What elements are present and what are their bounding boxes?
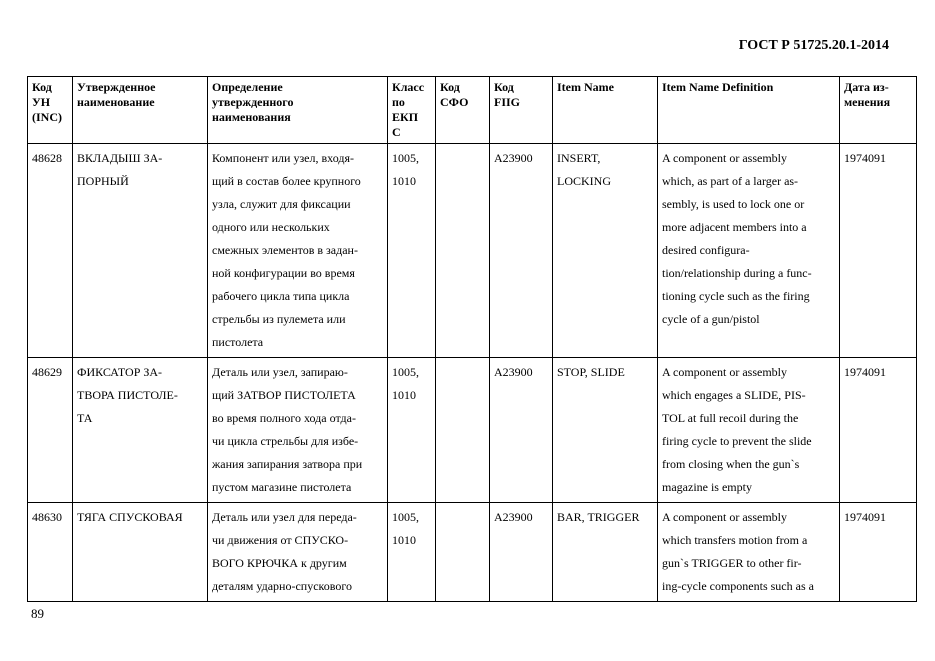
cell-class [388, 144, 436, 358]
cell-sfo [436, 503, 490, 602]
cell-text-line: по [392, 95, 405, 109]
cell-text-line: 1010 [392, 388, 416, 402]
cell-text-line: firing cycle to prevent the slide [662, 434, 812, 448]
cell-text-line: TOL at full recoil during the [662, 411, 799, 425]
header-fiig [490, 77, 553, 144]
cell-text-line: пустом магазине пистолета [212, 480, 352, 494]
cell-text-line: STOP, SLIDE [557, 365, 625, 379]
cell-text-line: щий в состав более крупного [212, 174, 361, 188]
cell-text-line: Дата из- [844, 80, 889, 94]
cell-text-line: desired configura- [662, 243, 750, 257]
cell-text-line: from closing when the gun`s [662, 457, 800, 471]
cell-text-line: пистолета [212, 335, 264, 349]
cell-text-line: gun`s TRIGGER to other fir- [662, 556, 802, 570]
header-change-date [840, 77, 917, 144]
cell-approved-name [73, 144, 208, 358]
cell-text-line: tioning cycle such as the firing [662, 289, 810, 303]
cell-class [388, 358, 436, 503]
cell-inc: 48629 [28, 358, 73, 503]
cell-text-line: деталям ударно-спускового [212, 579, 352, 593]
cell-text-line: С [392, 125, 401, 139]
header-item-name [553, 77, 658, 144]
cell-text-line: which transfers motion from a [662, 533, 808, 547]
table-row [28, 144, 917, 358]
cell-change-date: 1974091 [840, 503, 917, 602]
cell-text-line: A component or assembly [662, 151, 787, 165]
cell-text-line: во время полного хода отда- [212, 411, 356, 425]
header-item-name-definition [658, 77, 840, 144]
cell-fiig: A23900 [490, 144, 553, 358]
header-class [388, 77, 436, 144]
cell-text-line: ЕКП [392, 110, 419, 124]
cell-inc: 48628 [28, 144, 73, 358]
cell-text-line: Определение [212, 80, 283, 94]
cell-text-line: ТА [77, 411, 93, 425]
cell-text-line: LOCKING [557, 174, 611, 188]
cell-text-line: смежных элементов в задан- [212, 243, 358, 257]
cell-text-line: ВКЛАДЫШ ЗА- [77, 151, 163, 165]
cell-item-name [553, 358, 658, 503]
cell-text-line: A component or assembly [662, 365, 787, 379]
cell-text-line: FIIG [494, 95, 521, 109]
cell-text-line: ВОГО КРЮЧКА к другим [212, 556, 347, 570]
cell-text-line: чи цикла стрельбы для избе- [212, 434, 359, 448]
header-approved-name [73, 77, 208, 144]
cell-text-line: Компонент или узел, входя- [212, 151, 354, 165]
cell-text-line: 1010 [392, 533, 416, 547]
cell-text-line: Код [494, 80, 514, 94]
cell-text-line: 1005, [392, 510, 419, 524]
cell-text-line: sembly, is used to lock one or [662, 197, 805, 211]
cell-text-line: which, as part of a larger as- [662, 174, 799, 188]
cell-definition [208, 358, 388, 503]
cell-text-line: tion/relationship during a func- [662, 266, 812, 280]
cell-item-name-definition [658, 358, 840, 503]
cell-text-line: ПОРНЫЙ [77, 174, 129, 188]
cell-definition [208, 503, 388, 602]
cell-text-line: 1005, [392, 365, 419, 379]
cell-item-name-definition [658, 503, 840, 602]
page-number: 89 [31, 606, 44, 621]
cell-text-line: ing-cycle components such as a [662, 579, 814, 593]
cell-sfo [436, 358, 490, 503]
cell-text-line: (INC) [32, 110, 62, 124]
cell-text-line: ной конфигурации во время [212, 266, 355, 280]
cell-text-line: менения [844, 95, 891, 109]
cell-text-line: Деталь или узел, запираю- [212, 365, 348, 379]
cell-item-name [553, 503, 658, 602]
cell-sfo [436, 144, 490, 358]
cell-item-name-definition [658, 144, 840, 358]
cell-inc: 48630 [28, 503, 73, 602]
cell-text-line: A component or assembly [662, 510, 787, 524]
cell-text-line: which engages a SLIDE, PIS- [662, 388, 806, 402]
cell-text-line: ТВОРА ПИСТОЛЕ- [77, 388, 178, 402]
cell-change-date: 1974091 [840, 358, 917, 503]
cell-text-line: жания запирания затвора при [212, 457, 363, 471]
cell-definition [208, 144, 388, 358]
cell-text-line: наименования [212, 110, 291, 124]
cell-fiig: A23900 [490, 503, 553, 602]
cell-text-line: Деталь или узел для переда- [212, 510, 357, 524]
header-definition [208, 77, 388, 144]
cell-text-line: стрельбы из пулемета или [212, 312, 346, 326]
cell-fiig: A23900 [490, 358, 553, 503]
cell-text-line: BAR, TRIGGER [557, 510, 640, 524]
cell-text-line: Код [440, 80, 460, 94]
table-header-row [28, 77, 917, 144]
cell-text-line: СФО [440, 95, 469, 109]
cell-text-line: ТЯГА СПУСКОВАЯ [77, 510, 183, 524]
cell-text-line: 1010 [392, 174, 416, 188]
cell-text-line: ФИКСАТОР ЗА- [77, 365, 163, 379]
cell-class [388, 503, 436, 602]
cell-text-line: рабочего цикла типа цикла [212, 289, 350, 303]
cell-text-line: одного или нескольких [212, 220, 330, 234]
cell-text-line: more adjacent members into a [662, 220, 807, 234]
cell-text-line: щий ЗАТВОР ПИСТОЛЕТА [212, 388, 356, 402]
cell-text-line: Код [32, 80, 52, 94]
cell-text-line: magazine is empty [662, 480, 752, 494]
table-row [28, 503, 917, 602]
header-sfo [436, 77, 490, 144]
table-row [28, 358, 917, 503]
cell-text-line: Класс [392, 80, 425, 94]
cell-text-line: cycle of a gun/pistol [662, 312, 760, 326]
cell-text-line: INSERT, [557, 151, 601, 165]
cell-text-line: УН [32, 95, 51, 109]
cell-text-line: Утвержденное [77, 80, 156, 94]
cell-text-line: 1005, [392, 151, 419, 165]
cell-text-line: чи движения от СПУСКО- [212, 533, 349, 547]
cell-change-date: 1974091 [840, 144, 917, 358]
cell-text-line: Item Name [557, 80, 614, 94]
cell-text-line: узла, служит для фиксации [212, 197, 351, 211]
cell-text-line: наименование [77, 95, 155, 109]
header-inc [28, 77, 73, 144]
cell-approved-name [73, 358, 208, 503]
document-header-title: ГОСТ Р 51725.20.1-2014 [738, 38, 889, 53]
cell-text-line: утвержденного [212, 95, 294, 109]
cell-text-line: Item Name Definition [662, 80, 774, 94]
catalog-table [27, 76, 917, 602]
cell-item-name [553, 144, 658, 358]
cell-approved-name [73, 503, 208, 602]
